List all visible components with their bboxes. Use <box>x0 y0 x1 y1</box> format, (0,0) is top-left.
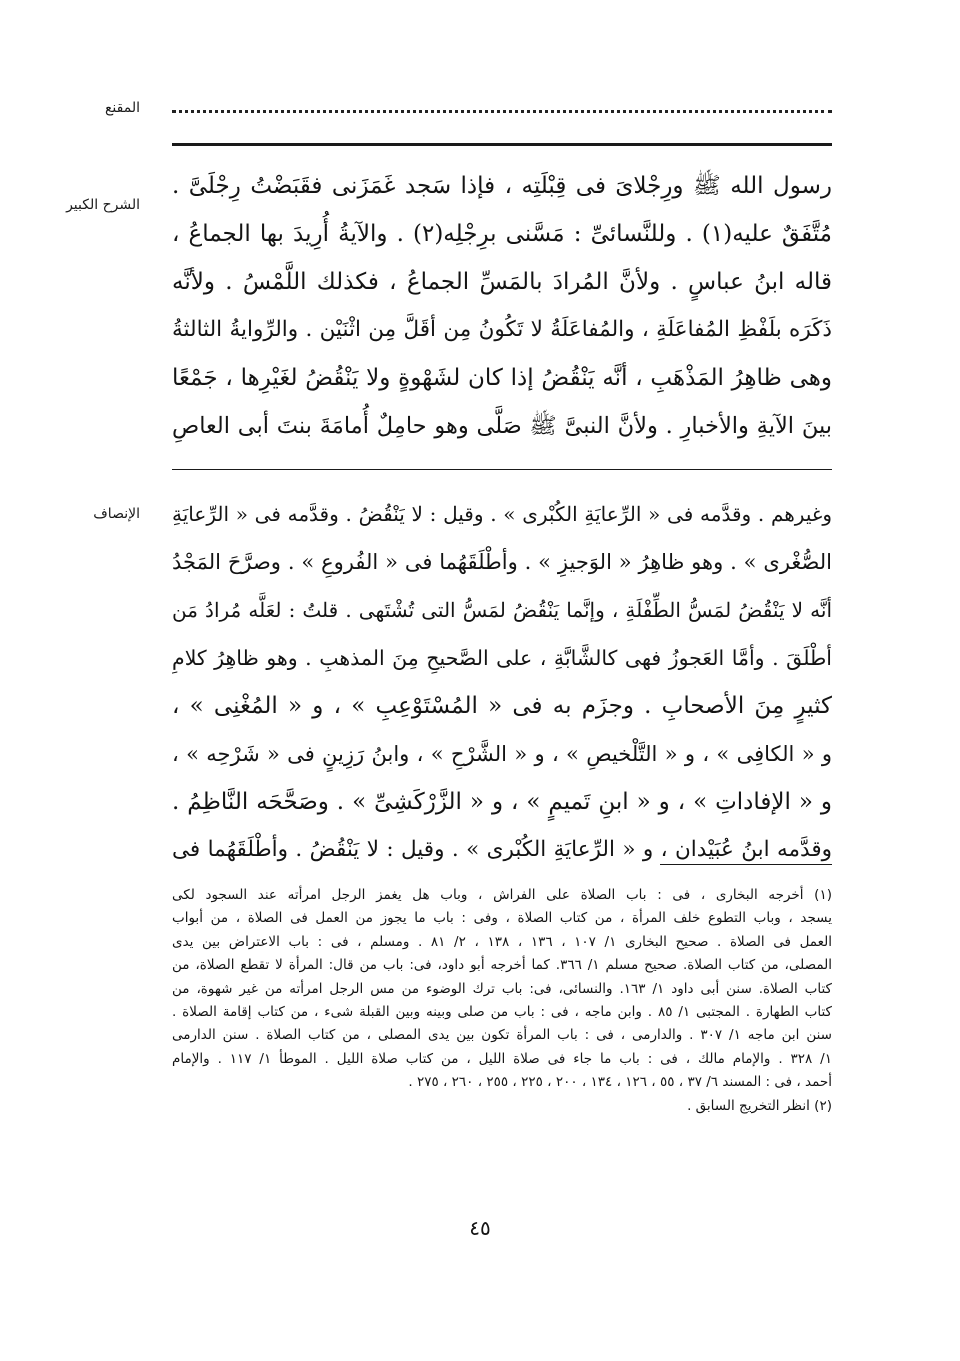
insaf-line: وغيرهم . وقدَّمه فى « الرِّعايَةِ الكُبْرى » . وقيل : لا يَنْقُضُ . وقدَّمه فى « الرِّعايَةِ <box>172 502 832 526</box>
insaf-line: أنَّه لا يَنْقُضُ لمَسُّ الطِّفْلَةِ ، وإنَّما يَنْقُضُ لمَسُّ التى تُشْتَهى . قلتُ : لعَلَّه مُرادُ مَن <box>172 598 832 622</box>
footnote-line: سنن ابن ماجه ١/ ٣٠٧ . والدارمى ، فى : باب المرأة تكون بين يدى المصلى ، من كتاب الصلاة . سنن الدارمى <box>172 1027 832 1044</box>
sharh-line: رسول الله ﷺ ورِجْلاىَ فى قِبْلَتِه ، فإذا سَجد غَمَزَنى فقَبَضْتُ رِجْلَىَّ . <box>172 173 832 199</box>
footnote-line: (٢) انظر التخريج السابق . <box>687 1097 832 1114</box>
footnote-rule <box>660 864 832 865</box>
header-dotted-rule <box>172 110 832 123</box>
sharh-line: مُتَّفَقٌ عليه(١) . وللنَّسائىِّ : مَسَّنى برِجْلِه(٢) . والآيةُ أُرِيدَ بها الجماعُ ، <box>172 221 832 247</box>
running-title: المقنع <box>104 100 140 116</box>
insaf-text-block <box>172 490 832 874</box>
sharh-line: بينَ الآيةِ والأخبارِ . ولأنَّ النبىَّ ﷺ صَلَّى وهو حامِلٌ أُمامَةَ بنتَ أبى العاصِ <box>172 413 832 439</box>
sharh-line: ذَكَرَه بلَفْظِ المُفاعَلَةِ ، والمُفاعَلَةُ لا تَكُونُ مِن أقَلَّ مِن اثْنَيْن . والرِّوايةُ الثالثةُ <box>172 317 832 342</box>
footnote-line: العمل فى الصلاة . صحيح البخارى ١/ ١٠٧ ، ١٣٦ ، ١٣٨ ، ٢/ ٨١ . ومسلم ، فى : باب الاعتراض بين يدى <box>172 933 832 950</box>
sharh-side-label: الشرح الكبير <box>66 197 140 213</box>
insaf-side-label: الإنصاف <box>93 506 140 522</box>
sharh-line: وهى ظاهِرُ المَذْهَبِ ، أنَّه يَنْقُضُ إذا كان لشَهْوةٍ ولا يَنْقُضُ لغَيْرِها ، جَمْعًا <box>172 365 832 391</box>
insaf-line: و « الكافِى » ، و « التَّلْخيصِ » ، و « الشَّرْحِ » ، وابنُ رَزِينٍ فى « شَرْحِه » ، <box>172 742 832 766</box>
insaf-line: أطْلَقَ . وأمَّا العَجوزُ فهى كالشَّابَّةِ ، على الصَّحيحِ مِنَ المذهبِ . وهو ظاهِرُ كلامِ <box>172 646 832 670</box>
insaf-line: وقدَّمه ابنُ عُبَيْدان ، و « الرِّعايَةِ الكُبْرى » . وقيل : لا يَنْقُضُ . وأطْلَقَهُما فى <box>172 837 832 862</box>
page-number: ٤٥ <box>469 1216 491 1240</box>
footnote-line: المصلى، من كتاب الصلاة. صحيح مسلم ١/ ٣٦٦. كما أخرجه أبو داود، فى: باب من قال: المرأة لا تقطع الصلاة، من <box>172 957 832 974</box>
header-rule <box>172 143 832 146</box>
sharh-line: قاله ابنُ عباسٍ . ولأنَّ المُرادَ بالمَسِّ الجماعُ ، فكذلك اللَّمْسُ . ولأنَّه <box>172 269 832 295</box>
footnote-line: (١) أخرجه البخارى ، فى : باب الصلاة على الفراش ، وباب هل يغمز الرجل امرأته عند السجود لكى <box>172 887 832 903</box>
insaf-line: و « الإفاداتِ » ، و « ابنِ تَميمٍ » ، و « الزَّرْكَشِىِّ » . وصَحَّحَه النَّاظِمُ . <box>172 789 832 815</box>
footnote-line: كتاب الصلاة. سنن أبى داود ١/ ١٦٣. والنسائى، فى: باب ترك الوضوء من مس الرجل امرأته من غير شهوة، من <box>172 980 832 997</box>
insaf-line: كثيرٍ مِنَ الأصحابِ . وجزَم به فى « المُسْتَوْعِبِ » ، و « المُغْنِى » ، <box>172 693 832 719</box>
footnote-line: يسجد ، وباب التطوع خلف المرأة ، من كتاب الصلاة ، وفى : باب ما يجوز من العمل فى الصلاة ، من أبواب <box>172 910 832 927</box>
sharh-text-block <box>172 162 832 450</box>
insaf-line: الصُّغْرى » . وهو ظاهِرُ « الوَجيزِ » . وأطْلَقَهُما فى « الفُروعِ » . وصرَّحَ المَجْدُ <box>172 550 832 574</box>
footnote-line: ١/ ٣٢٨ . والإمام مالك ، فى : باب ما جاء فى صلاة الليل ، من كتاب صلاة الليل . الموطأ ١/ ١١٧ . والإمام <box>172 1050 832 1067</box>
footnote-line: أحمد ، فى : المسند ٦/ ٣٧ ، ٥٥ ، ١٢٦ ، ١٣٤ ، ٢٠٠ ، ٢٢٥ ، ٢٥٥ ، ٢٦٠ ، ٢٧٥ . <box>408 1074 832 1091</box>
footnotes <box>172 884 832 1118</box>
section-divider <box>172 469 832 470</box>
footnote-line: كتاب الطهارة . المجتبى ١/ ٨٥ . وابن ماجه ، فى : باب من صلى وبينه وبين القبلة شىء ، من كتاب إقامة الصلاة . <box>172 1003 832 1020</box>
